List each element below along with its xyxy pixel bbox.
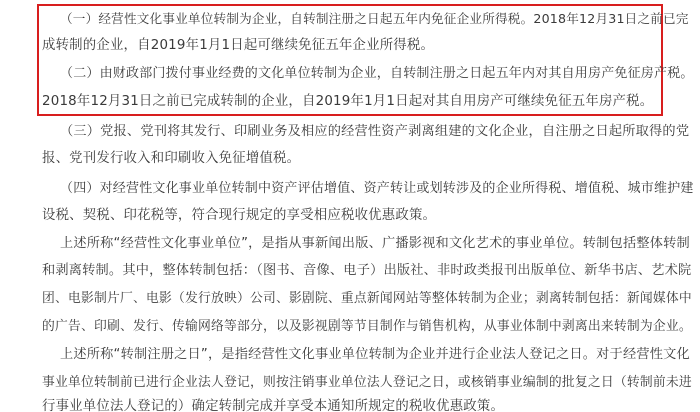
- paragraph-4-line-1: （四）对经营性文化事业单位转制中资产评估增值、资产转让或划转涉及的企业所得税、增值税、城市维护建: [60, 181, 694, 196]
- paragraph-2-line-2: 2018年12月31日之前已完成转制的企业，自2019年1月1日起对其自用房产可继续免征五年房产税。: [42, 94, 654, 109]
- paragraph-5-line-2: 和剥离转制。其中，整体转制包括：（图书、音像、电子）出版社、非时政类报刊出版单位、新华书店、艺术院: [42, 263, 692, 278]
- paragraph-3-line-2: 报、党刊发行收入和印刷收入免征增值税。: [42, 151, 301, 166]
- paragraph-6-line-3: 行事业单位法人登记的）确定转制完成并享受本通知所规定的税收优惠政策。: [42, 399, 505, 412]
- paragraph-1-line-2: 成转制的企业，自2019年1月1日起可继续免征五年企业所得税。: [42, 38, 435, 53]
- paragraph-5-line-4: 的广告、印刷、发行、传输网络等部分，以及影视剧等节目制作与销售机构，从事业体制中剥离出来转制为企业。: [42, 319, 692, 334]
- paragraph-5-line-1: 上述所称“经营性文化事业单位”，是指从事新闻出版、广播影视和文化艺术的事业单位。转制包括整体转制: [60, 236, 690, 251]
- paragraph-5-line-3: 团、电影制片厂、电影（发行放映）公司、影剧院、重点新闻网站等整体转制为企业；剥离转制包括：新闻媒体中: [42, 291, 692, 306]
- paragraph-2-line-1: （二）由财政部门拨付事业经费的文化单位转制为企业，自转制注册之日起五年内对其自用房产免征房产税。: [60, 66, 694, 81]
- paragraph-3-line-1: （三）党报、党刊将其发行、印刷业务及相应的经营性资产剥离组建的文化企业，自注册之日起所取得的党: [60, 124, 690, 139]
- paragraph-4-line-2: 设税、契税、印花税等，符合现行规定的享受相应税收优惠政策。: [42, 208, 437, 223]
- paragraph-1-line-1: （一）经营性文化事业单位转制为企业，自转制注册之日起五年内免征企业所得税。2018年12月31日之前已完: [60, 11, 689, 26]
- paragraph-6-line-2: 事业单位转制前已进行企业法人登记，则按注销事业单位法人登记之日，或核销事业编制的批复之日（转制前未进: [42, 375, 692, 390]
- paragraph-6-line-1: 上述所称“转制注册之日”，是指经营性文化事业单位转制为企业并进行企业法人登记之日。对于经营性文化: [60, 347, 690, 362]
